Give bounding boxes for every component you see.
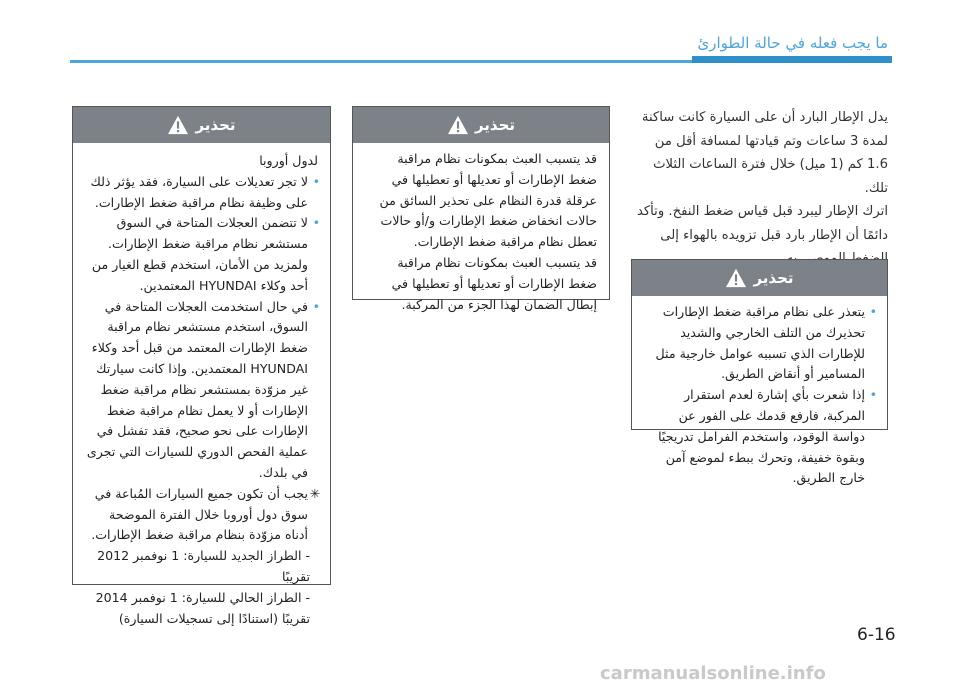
intro-paragraph: اترك الإطار ليبرد قبل قياس ضغط النفخ. وتأكد دائمًا أن الإطار بارد قبل تزويده بالهواء إلى (636, 204, 888, 243)
warning-paragraph: قد يتسبب العبث بمكونات نظام مراقبة ضغط الإطارات أو تعديلها أو تعطيلها في عرقلة قدرة النظام على تحذير السائق من حالات انخفاض ضغط الإطارات و/أو حالات تعطل نظام مراقبة ضغط الإطارات. (379, 151, 597, 250)
section-title: ما يجب فعله في حالة الطوارئ (697, 34, 888, 52)
list-item: • لا تجر تعديلات على السيارة، فقد يؤثر ذلك على وظيفة نظام مراقبة ضغط الإطارات. (90, 173, 320, 210)
warning-body (632, 296, 887, 489)
warning-icon (167, 115, 189, 135)
warning-paragraph: قد يتسبب العبث بمكونات نظام مراقبة ضغط الإطارات أو تعديلها أو تعطيلها في إبطال الضمان لهذا الجزء من المركبة. (391, 254, 597, 312)
warning-header (73, 107, 330, 143)
warning-label: تحذير (195, 116, 236, 134)
list-item: • يتعذر على نظام مراقبة ضغط الإطارات تحذيرك من التلف الخارجي والشديد للإطارات الذي تسببه عوامل خارجية مثل المسامير أو أنقاض الطريق. (655, 304, 877, 382)
warning-body (353, 143, 609, 315)
warning-note: ✳ يجب أن تكون جميع السيارات المُباعة في سوق دول أوروبا خلال الفترة الموضحة أدناه مزوّدة بنظام مراقبة ضغط الإطارات. (91, 485, 320, 543)
warning-header (353, 107, 609, 143)
header-rule-accent (692, 56, 892, 63)
list-item: • في حال استخدمت العجلات المتاحة في السوق، استخدم مستشعر نظام مراقبة ضغط الإطارات المعتمد من قبل أحد وكلاء HYUNDAI المعتمدين. وإذا كانت سيارتك غير مزوّدة بمستشعر نظام مراقبة ضغط الإطارات أو لا يعمل نظام مراقبة ضغط الإطارات على نحو صحيح، فقد تفشل في عملية الفحص الدوري للسيارات التي تجرى في بلدك. (86, 298, 320, 480)
list-item: • لا تتضمن العجلات المتاحة في السوق مستشعر نظام مراقبة ضغط الإطارات. ولمزيد من الأمان، استخدم قطع الغيار من أحد وكلاء HYUNDAI المعتمدين. (91, 215, 320, 293)
warning-box-left (72, 106, 331, 626)
asterisk-icon: ✳ (309, 485, 320, 501)
intro-text (632, 106, 888, 271)
warning-icon (447, 115, 469, 135)
dash-item: - الطراز الجديد للسيارة: 1 نوفمبر 2012 تقريبًا (97, 548, 310, 584)
warning-icon (725, 268, 747, 288)
warning-box-right (631, 259, 888, 486)
warning-lead: لدول أوروبا (259, 153, 318, 168)
warning-label: تحذير (753, 269, 794, 287)
warning-body (73, 143, 330, 629)
warning-header (632, 260, 887, 296)
dash-item: - الطراز الحالي للسيارة: 1 نوفمبر 2014 تقريبًا (استنادًا إلى تسجيلات السيارة) (95, 589, 310, 626)
page-number: 6-16 (857, 625, 896, 645)
warning-label: تحذير (474, 116, 516, 134)
warning-box-middle (352, 106, 610, 312)
watermark: carmanualsonline.info (600, 663, 826, 684)
list-item: • إذا شعرت بأي إشارة لعدم استقرار المركبة، فارفع قدمك على الفور عن دواسة الوقود، واستخدم الفرامل تدريجيًا وبقوة خفيفة، وتحرك ببطء لموضع آمن خارج الطريق. (658, 387, 877, 486)
intro-paragraph: يدل الإطار البارد أن على السيارة كانت ساكنة لمدة 3 ساعات وتم قيادتها لمسافة أقل من 1.6 كم (1 ميل) خلال فترة الساعات الثلاث تلك. (641, 110, 888, 196)
